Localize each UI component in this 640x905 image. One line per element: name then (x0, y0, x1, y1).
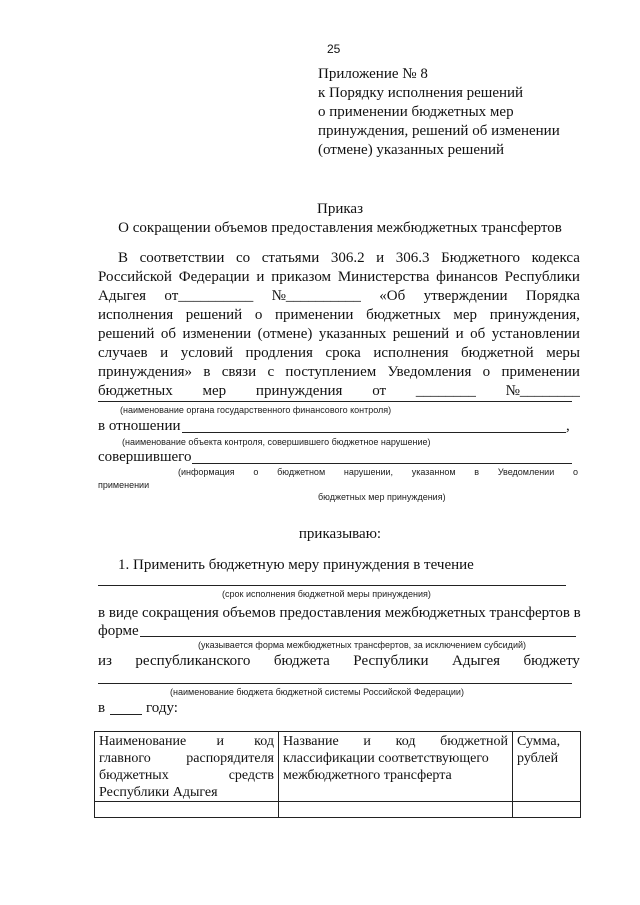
header-cell-classification (279, 732, 513, 802)
word: бюджетной (440, 734, 508, 749)
header-cell-line: Сумма, (517, 734, 561, 749)
word: в (474, 467, 480, 477)
word: принуждения» (98, 364, 192, 380)
comma: , (566, 418, 570, 434)
word: 306.3 (395, 250, 430, 266)
word: исполнения (373, 345, 449, 361)
word: и (216, 734, 224, 749)
word: срока (325, 345, 361, 361)
word: указанном (411, 467, 456, 477)
word: применении (274, 307, 354, 323)
blank-line-year (110, 714, 142, 715)
word: Федерации (178, 269, 250, 285)
word: принуждения, (489, 307, 580, 323)
caption-budget-name: (наименование бюджета бюджетной системы Российской Федерации) (170, 687, 464, 697)
word: республиканского (135, 653, 251, 669)
table-cell (513, 802, 581, 818)
word: бюджетных (99, 768, 169, 783)
word: принуждения (255, 383, 343, 399)
word: решений (392, 326, 450, 342)
preamble-line-4 (98, 307, 580, 324)
word: бюджетной (461, 345, 534, 361)
word: средств (228, 768, 274, 783)
blank-line-term (98, 585, 566, 586)
word: связи (221, 364, 257, 380)
word: Бюджетного (441, 250, 520, 266)
word: о (254, 307, 263, 323)
header-cell-manager (95, 732, 279, 802)
word: и (160, 345, 169, 361)
order-title: Приказ (316, 201, 363, 217)
item-1: 1. Применить бюджетную меру принуждения в течение (118, 557, 474, 573)
table-cell (95, 802, 279, 818)
preamble-line-2 (98, 269, 580, 286)
table-cell (279, 802, 513, 818)
blank-line-committed (192, 463, 572, 464)
word: об (470, 326, 486, 342)
word: решений (185, 307, 243, 323)
preamble-line-8 (98, 383, 580, 400)
word: Министерства (337, 269, 430, 285)
word: бюджету (523, 653, 580, 669)
appendix-line-3: о применении бюджетных мер (318, 104, 514, 120)
label-regarding: в отношении (98, 418, 181, 434)
word: об (160, 326, 177, 342)
word: ________ (415, 383, 476, 399)
blank-line-control-body (98, 401, 572, 402)
header-cell-line: рублей (517, 751, 559, 766)
word: Российской (98, 269, 172, 285)
word: №__________ (271, 288, 361, 304)
label-committed: совершившего (98, 449, 192, 465)
word: утверждении (423, 288, 508, 304)
word: код (254, 734, 274, 749)
from-budget-line (98, 653, 580, 670)
word: и (376, 250, 385, 266)
header-cell-line (99, 750, 274, 767)
caption-transfer-form: (указывается форма межбюджетных трансфертов, за исключением субсидий) (198, 640, 526, 650)
appendix-line-5: (отмене) указанных решений (318, 142, 505, 158)
word: мер (453, 307, 478, 323)
header-cell-line (283, 733, 508, 750)
word: Порядка (525, 288, 580, 304)
word: 306.2 (330, 250, 365, 266)
word: (отмене) (257, 326, 313, 342)
word: продления (245, 345, 313, 361)
header-cell-line: межбюджетного трансферта (283, 768, 452, 783)
word: «Об (379, 288, 406, 304)
word: из (98, 653, 112, 669)
word: мер (202, 383, 227, 399)
word: установлении (491, 326, 580, 342)
reduction-text: в виде сокращения объемов предоставления межбюджетных трансфертов в (98, 605, 581, 621)
word: распорядителя (186, 751, 274, 766)
label-form: форме (98, 623, 139, 639)
word: Наименование (99, 734, 187, 749)
word: Республики (504, 269, 580, 285)
header-cell-line: классификации соответствующего (283, 751, 489, 766)
appendix-line-1: Приложение № 8 (318, 66, 428, 82)
word: главного (99, 751, 151, 766)
label-year-suffix: году: (146, 700, 178, 716)
caption-term: (срок исполнения бюджетной меры принуждения) (222, 589, 431, 599)
caption-violation-info (178, 467, 578, 477)
word: меры (546, 345, 580, 361)
word: и (256, 269, 265, 285)
word: от__________ (164, 288, 254, 304)
word: с (267, 364, 275, 380)
caption-control-body: (наименование органа государственного финансового контроля) (120, 405, 392, 415)
label-year-prefix: в (98, 700, 106, 716)
word: применении (501, 364, 580, 380)
word: Адыгея (98, 288, 147, 304)
word: Уведомлении (497, 467, 555, 477)
word: о (253, 467, 259, 477)
word: и (363, 734, 371, 749)
word: №________ (505, 383, 580, 399)
header-cell-amount (513, 732, 581, 802)
header-cell-line (99, 767, 274, 784)
word: кодекса (531, 250, 580, 266)
preamble-line-7 (98, 364, 580, 381)
blank-line-budget (98, 683, 572, 684)
page-number: 25 (327, 42, 341, 56)
caption-control-object: (наименование объекта контроля, совершившего бюджетное нарушение) (122, 437, 431, 447)
word: от (372, 383, 387, 399)
caption-violation-info-2: применении (98, 480, 150, 490)
caption-violation-info-3: бюджетных мер принуждения) (318, 492, 446, 502)
word: о (482, 364, 491, 380)
word: Республики (353, 653, 429, 669)
preamble-line-6 (98, 345, 580, 362)
word: бюджета (273, 653, 330, 669)
word: изменении (182, 326, 252, 342)
preamble-line-5 (98, 326, 580, 343)
word: о (572, 467, 578, 477)
word: бюджетных (366, 307, 441, 323)
order-word: приказываю: (298, 526, 382, 542)
word: решений (98, 326, 155, 342)
word: в (203, 364, 211, 380)
word: статьями (261, 250, 320, 266)
word: бюджетном (277, 467, 326, 477)
word: код (395, 734, 416, 749)
word: бюджетных (98, 383, 173, 399)
word: условий (180, 345, 233, 361)
preamble-line-3 (98, 288, 580, 305)
word: Адыгея (452, 653, 501, 669)
word: Название (283, 734, 339, 749)
header-cell-line: Республики Адыгея (99, 785, 218, 800)
table-row (95, 802, 581, 818)
blank-line-regarding (182, 432, 566, 433)
word: нарушении, (343, 467, 394, 477)
word: приказом (271, 269, 332, 285)
appendix-line-4: принуждения, решений об изменении (318, 123, 560, 139)
blank-line-form (140, 636, 576, 637)
word: случаев (98, 345, 148, 361)
word: исполнения (98, 307, 174, 323)
order-subtitle: О сокращении объемов предоставления межбюджетных трансфертов (118, 220, 562, 236)
word: (информация (178, 467, 235, 477)
word: указанных (318, 326, 387, 342)
word: поступлением (285, 364, 377, 380)
preamble-line-1 (118, 250, 580, 267)
header-cell-line (99, 733, 274, 750)
word: Уведомления (387, 364, 472, 380)
word: В (118, 250, 129, 266)
table-header-row (95, 732, 581, 802)
word: соответствии (139, 250, 225, 266)
appendix-line-2: к Порядку исполнения решений (318, 85, 524, 101)
word: финансов (436, 269, 498, 285)
word: со (235, 250, 251, 266)
transfer-table (94, 731, 581, 818)
word: и (455, 326, 464, 342)
